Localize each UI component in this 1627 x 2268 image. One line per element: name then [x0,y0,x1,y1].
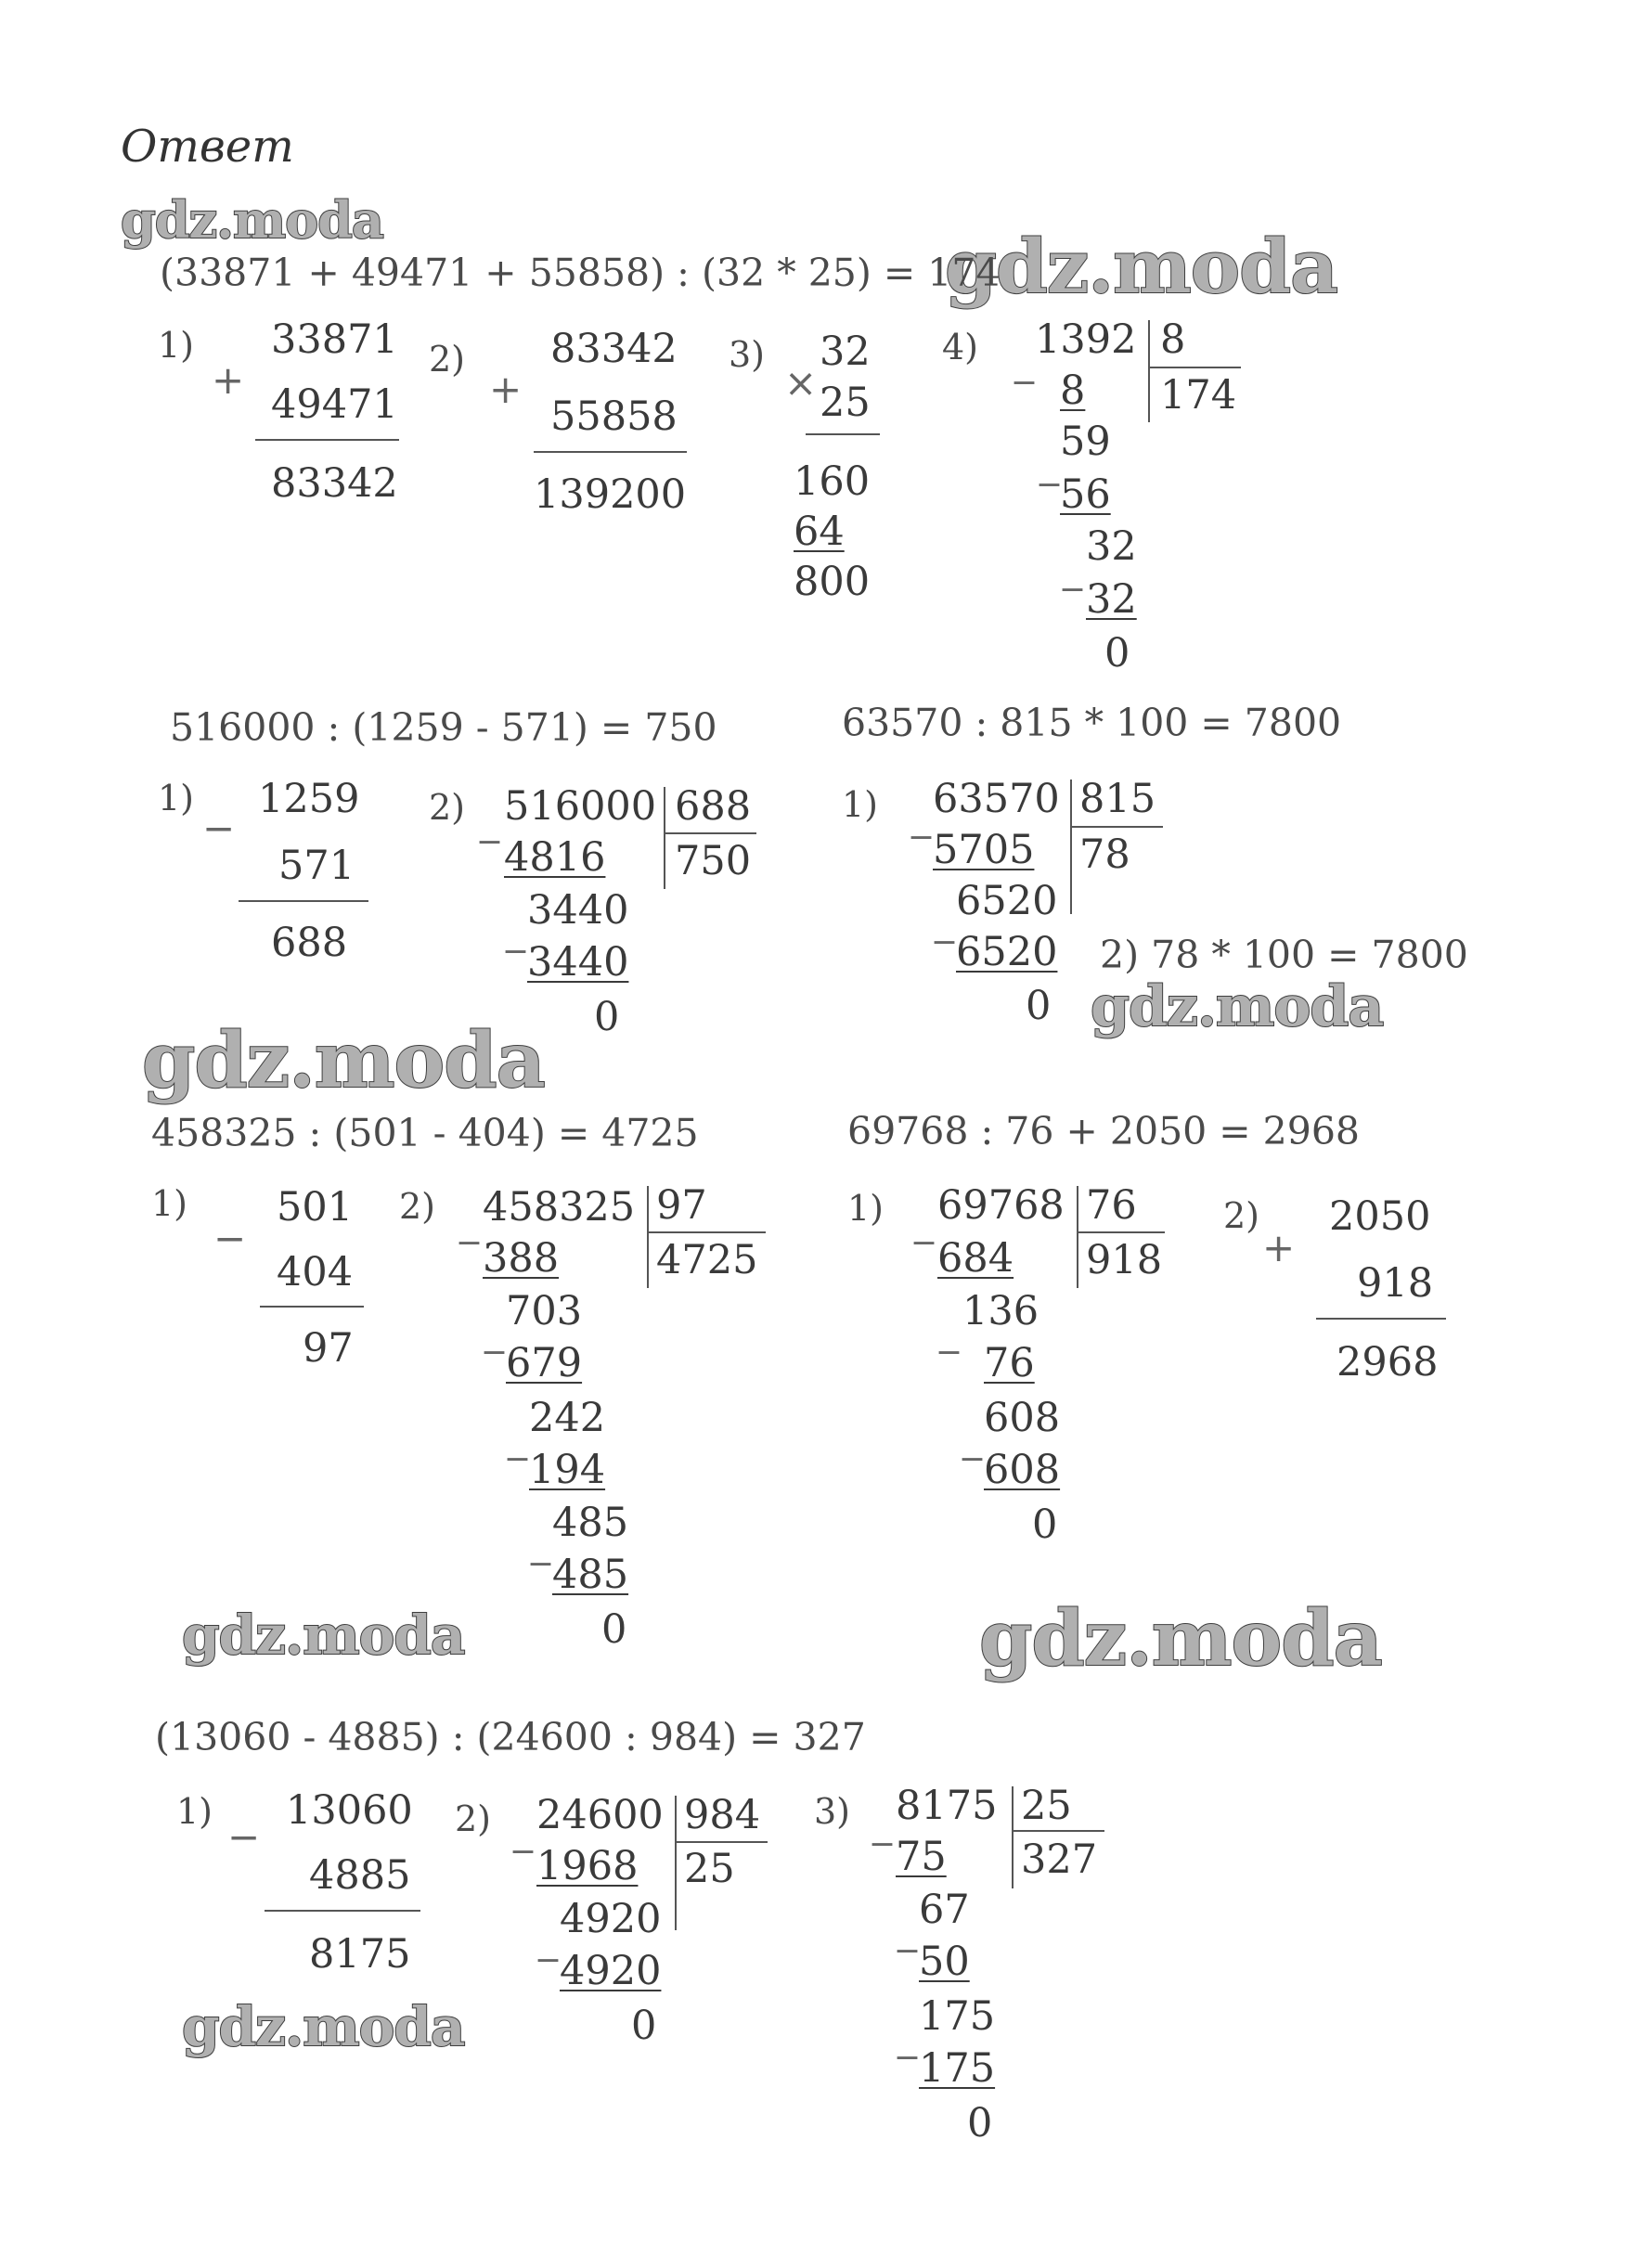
division-step: 76 [984,1340,1035,1386]
addend: 49471 [271,381,398,428]
minuend: 501 [277,1184,354,1231]
step-label: 2) [455,1798,492,1839]
partial-product: 160 [794,458,871,505]
division-bar [1070,780,1072,914]
plus-sign: + [489,367,523,412]
division-step: 56 [1060,471,1111,518]
watermark: gdz.moda [979,1594,1382,1683]
step-label: 2) [1223,1195,1260,1236]
addend: 33871 [271,316,398,363]
division-bar [664,787,665,889]
minus-sign: − [202,805,236,851]
minus-sign: _ [897,2014,917,2059]
division-remainder: 0 [601,1606,627,1653]
division-step: 703 [506,1288,583,1334]
difference-line [239,900,368,902]
sum-line [255,439,399,441]
addend: 83342 [550,326,678,372]
step-label: 2) [429,339,466,380]
division-step: 388 [483,1235,560,1282]
division-step: 6520 [956,878,1058,924]
divisor-line [664,832,756,834]
step-label: 1) [158,778,195,818]
minus-sign: _ [506,908,525,953]
dividend: 63570 [933,776,1060,822]
division-step: 485 [552,1552,629,1598]
equation-3: 63570 : 815 * 100 = 7800 [842,701,1342,745]
addend: 55858 [550,393,678,440]
division-step: 75 [896,1834,947,1880]
division-step: 5705 [933,827,1035,873]
step-label: 2) [399,1186,436,1227]
minus-sign: _ [897,1907,917,1952]
divisor: 8 [1160,316,1186,363]
division-step: 32 [1086,576,1137,623]
divisor-line [647,1231,766,1233]
sum: 83342 [271,460,398,507]
division-step: 3440 [527,939,629,986]
step-label: 1) [176,1791,213,1832]
minus-sign: _ [484,1308,504,1354]
division-remainder: 0 [631,2003,657,2049]
division-bar [675,1796,677,1930]
minus-sign: _ [914,1199,934,1244]
step-label: 1) [842,784,879,825]
division-bar [647,1186,649,1288]
minus-sign: _ [962,1415,982,1461]
quotient: 25 [684,1846,735,1892]
division-bar [1077,1186,1078,1288]
division-step: 175 [919,2045,996,2092]
addend: 918 [1357,1260,1434,1307]
division-step: 485 [552,1500,629,1546]
division-step: 8 [1060,367,1086,414]
dividend: 1392 [1035,316,1137,363]
divisor: 984 [684,1792,761,1838]
division-remainder: 0 [1104,630,1130,677]
quotient: 4725 [656,1237,758,1283]
plus-sign: + [1262,1225,1296,1270]
dividend: 516000 [504,783,657,830]
factor: 25 [820,380,871,426]
sum-line [534,451,687,453]
division-step: 194 [529,1447,606,1493]
dividend: 69768 [937,1182,1065,1229]
minus-sign: _ [513,1808,533,1853]
equation-2: 516000 : (1259 - 571) = 750 [170,705,717,750]
divisor-line [1148,367,1241,368]
equation-4: 458325 : (501 - 404) = 4725 [151,1111,699,1155]
divisor: 688 [675,783,752,830]
product: 800 [794,559,871,605]
minus-sign: _ [1014,339,1034,384]
dividend: 8175 [896,1783,998,1829]
division-step: 4920 [560,1948,662,1994]
minus-sign: _ [1063,546,1082,591]
multiplication-step: 2) 78 * 100 = 7800 [1100,933,1468,977]
minus-sign: _ [935,898,954,944]
subtrahend: 4885 [309,1852,411,1899]
division-step: 50 [919,1939,970,1985]
step-label: 3) [814,1791,851,1832]
plus-sign: + [212,357,245,403]
watermark: gdz.moda [945,223,1337,310]
divisor: 76 [1086,1182,1137,1229]
minus-sign: − [227,1814,261,1860]
division-step: 4920 [560,1896,662,1942]
sum-line [1316,1318,1446,1320]
sum: 139200 [534,471,687,518]
subtrahend: 404 [277,1249,354,1295]
quotient: 174 [1160,372,1237,419]
watermark: gdz.moda [121,190,383,250]
minus-sign: _ [911,793,931,839]
step-label: 4) [942,327,979,367]
minus-sign: _ [459,1199,479,1244]
divisor: 25 [1021,1783,1072,1829]
division-step: 3440 [527,887,629,934]
watermark: gdz.moda [1091,974,1384,1039]
division-step: 136 [962,1288,1039,1334]
quotient: 918 [1086,1237,1163,1283]
division-step: 32 [1086,523,1137,570]
divisor: 815 [1079,776,1156,822]
watermark: gdz.moda [182,1604,465,1667]
quotient: 327 [1021,1836,1098,1883]
division-step: 608 [984,1395,1061,1441]
dividend: 24600 [536,1792,664,1838]
equation-5: 69768 : 76 + 2050 = 2968 [847,1109,1360,1153]
division-bar [1148,320,1150,422]
minus-sign: _ [508,1415,527,1461]
partial-product: 64 [794,509,845,555]
sum: 2968 [1336,1339,1439,1385]
minuend: 1259 [258,776,360,822]
division-bar [1012,1786,1014,1888]
page-title: Ответ [121,121,294,173]
minus-sign: _ [872,1800,892,1846]
difference-line [260,1306,364,1308]
equation-1: (33871 + 49471 + 55858) : (32 * 25) = 174 [160,251,1001,295]
minus-sign: _ [939,1308,959,1354]
division-step: 608 [984,1447,1061,1493]
watermark: gdz.moda [142,1016,545,1105]
step-label: 1) [847,1188,885,1229]
division-step: 1968 [536,1843,639,1889]
division-step: 242 [529,1395,606,1441]
divisor-line [1012,1830,1104,1832]
step-label: 1) [158,325,195,366]
divisor-line [675,1841,768,1843]
factor: 32 [820,329,871,375]
quotient: 78 [1079,831,1130,878]
division-remainder: 0 [1026,983,1052,1029]
divisor: 97 [656,1182,707,1229]
division-step: 4816 [504,834,606,881]
minus-sign: _ [1039,441,1059,486]
division-step: 175 [919,1993,996,2040]
step-label: 3) [729,334,766,375]
division-step: 6520 [956,929,1058,975]
subtrahend: 571 [278,843,355,889]
dividend: 458325 [483,1184,636,1231]
equation-6: (13060 - 4885) : (24600 : 984) = 327 [155,1715,866,1759]
difference: 97 [303,1325,354,1372]
difference: 8175 [309,1931,411,1978]
times-sign: × [784,360,818,406]
division-remainder: 0 [967,2100,993,2146]
minus-sign: _ [480,798,499,844]
step-label: 1) [151,1183,188,1224]
difference-line [265,1910,420,1912]
step-label: 2) [429,787,466,828]
minus-sign: _ [538,1916,558,1962]
minus-sign: − [213,1216,247,1261]
addend: 2050 [1329,1193,1431,1240]
minuend: 13060 [286,1787,413,1834]
divisor-line [1077,1231,1165,1233]
division-step: 67 [919,1887,970,1933]
minus-sign: _ [531,1520,550,1566]
division-step: 684 [937,1235,1014,1282]
division-remainder: 0 [1032,1501,1058,1548]
quotient: 750 [675,838,752,884]
division-step: 59 [1060,419,1111,465]
division-step: 679 [506,1340,583,1386]
divisor-line [1070,826,1163,828]
watermark: gdz.moda [182,1995,465,2058]
division-remainder: 0 [594,994,620,1040]
product-line [806,433,880,435]
difference: 688 [271,920,348,966]
